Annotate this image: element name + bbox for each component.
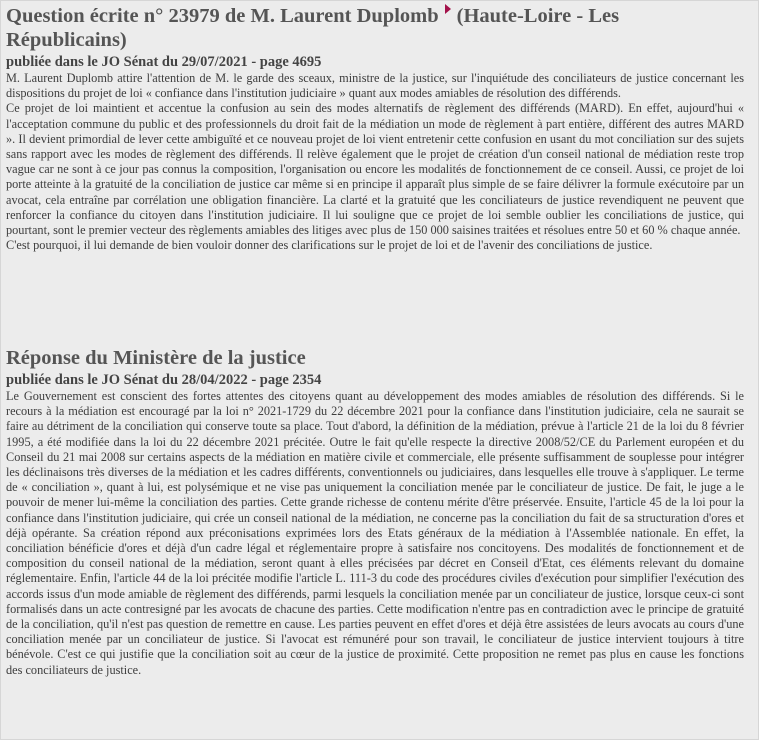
response-section bbox=[6, 346, 744, 678]
question-paragraph-3: C'est pourquoi, il lui demande de bien vouloir donner des clarifications sur le projet de loi et de l'avenir des conciliations de justice. bbox=[6, 238, 653, 253]
triangle-right-icon[interactable] bbox=[445, 4, 451, 14]
question-paragraph-1: M. Laurent Duplomb attire l'attention de M. le garde des sceaux, ministre de la justice, sur l'inquiétude des conciliateurs de justice concernant les dispositions du projet de loi « confiance dans l'institution judiciaire » quant aux modes amiables de résolution des différends. bbox=[6, 71, 744, 101]
response-paragraph-1: Le Gouvernement est conscient des fortes attentes des citoyens quant au développement des modes amiables de résolution des différends. Si le recours à la médiation est encouragé par la loi n° 2021-1729 du 22 décembre 2021 pour la confiance dans l'institution judiciaire, cela ne saurait se faire au détriment de la conciliation qui conserve toute sa place. Tout d'abord, la définition de la médiation, prévue à l'article 21 de la loi du 8 février 1995, a été modifiée dans la loi du 22 décembre 2021 précitée. Outre le fait qu'elle respecte la directive 2008/52/CE du Parlement européen et du Conseil du 21 mai 2008 sur certains aspects de la médiation en matière civile et commerciale, elle présente suffisamment de souplesse pour intégrer les déclinaisons très diverses de la médiation et les cadres différents, conventionnels ou judiciaires, dans lesquelles elle trouve à s'appliquer. Le terme de « conciliation », quant à lui, est polysémique et ne vise pas uniquement la conciliation menée par le conciliateur de justice. De fait, le juge a le pouvoir de mener lui-même la conciliation des parties. Cette grande richesse de contenu mérite d'être préservée. Ensuite, l'article 45 de la loi pour la confiance dans l'institution judiciaire, qui crée un conseil national de la médiation, ne concerne pas la conciliation du fait de sa structuration d'ores et déjà opérante. Sa création répond aux préconisations exprimées lors des Etats généraux de la médiation à l'Assemblée nationale. En effet, la conciliation bénéficie d'ores et déjà d'un cadre légal et réglementaire propre à satisfaire nos concitoyens. Des modalités de fonctionnement et de composition du conseil national de la médiation, seront quant à elles précisées par décret en Conseil d'Etat, ces éléments relevant du domaine réglementaire. Enfin, l'article 44 de la loi précitée modifie l'article L. 111-3 du code des procédures civiles d'exécution pour simplifier l'exécution des accords issus d'un mode amiable de règlement des différends, parmi lesquels la conciliation menée par un conciliateur de justice, lorsque ceux-ci sont formalisés dans un acte contresigné par les avocats de chacune des parties. Cette modification n'entre pas en contradiction avec le principe de gratuité de la conciliation, qu'il n'est pas question de remettre en cause. Les parties peuvent en effet d'ores et déjà être assistées de leurs avocats au cours d'une conciliation menée par un conciliateur de justice. Si l'avocat est rémunéré pour son travail, le conciliateur de justice intervient toujours à titre bénévole. C'est ce qui justifie que la conciliation soit au cœur de la justice de proximité. Cette proposition ne remet pas plus en cause les fonctions des conciliateurs de justice. bbox=[6, 389, 744, 677]
response-body bbox=[6, 389, 744, 678]
question-paragraph-2: Ce projet de loi maintient et accentue la confusion au sein des modes alternatifs de règlement des différends (MARD). En effet, aujourd'hui « l'acceptation commune du public et des professionnels du droit fait de la médiation un mode de règlement à part entière, différent des autres MARD ». Il devient primordial de lever cette ambiguïté et ce nouveau projet de loi vient entretenir cette confusion en usant du mot conciliation sur des sujets sans rapport avec les modes de règlement des différends. Il relève également que le projet de création d'un conseil national de médiation reste trop vague car ne sont à ce jour pas connus la composition, l'organisation ou encore les modalités de fonctionnement de ce conseil. Aussi, ce projet de loi porte atteinte à la gratuité de la conciliation de justice car même si en principe il apparaît plus simple de se faire délivrer la formule exécutoire par un avocat, cela entraîne par corrélation une obligation financière. La clarté et la gratuité que les conciliateurs de justice revendiquent ne peuvent que renforcer la confiance du citoyen dans l'institution judiciaire. Il lui souligne que ce projet de loi semble oublier les conciliations de justice, qui pourtant, sont le premier vecteur des règlements amiables des litiges avec plus de 150 000 saisines traitées et résolues entre 50 et 60 % chaque année. bbox=[6, 101, 744, 238]
question-title-main: Question écrite n° 23979 de M. Laurent Duplomb bbox=[6, 5, 439, 27]
response-publication: publiée dans le JO Sénat du 28/04/2022 - page 2354 bbox=[6, 372, 322, 388]
question-section bbox=[6, 4, 744, 253]
question-title-party: (Haute-Loire - Les Républicains) bbox=[6, 5, 620, 51]
question-body bbox=[6, 71, 744, 253]
response-title: Réponse du Ministère de la justice bbox=[6, 347, 306, 369]
question-title bbox=[6, 4, 744, 52]
question-publication: publiée dans le JO Sénat du 29/07/2021 - page 4695 bbox=[6, 54, 322, 70]
